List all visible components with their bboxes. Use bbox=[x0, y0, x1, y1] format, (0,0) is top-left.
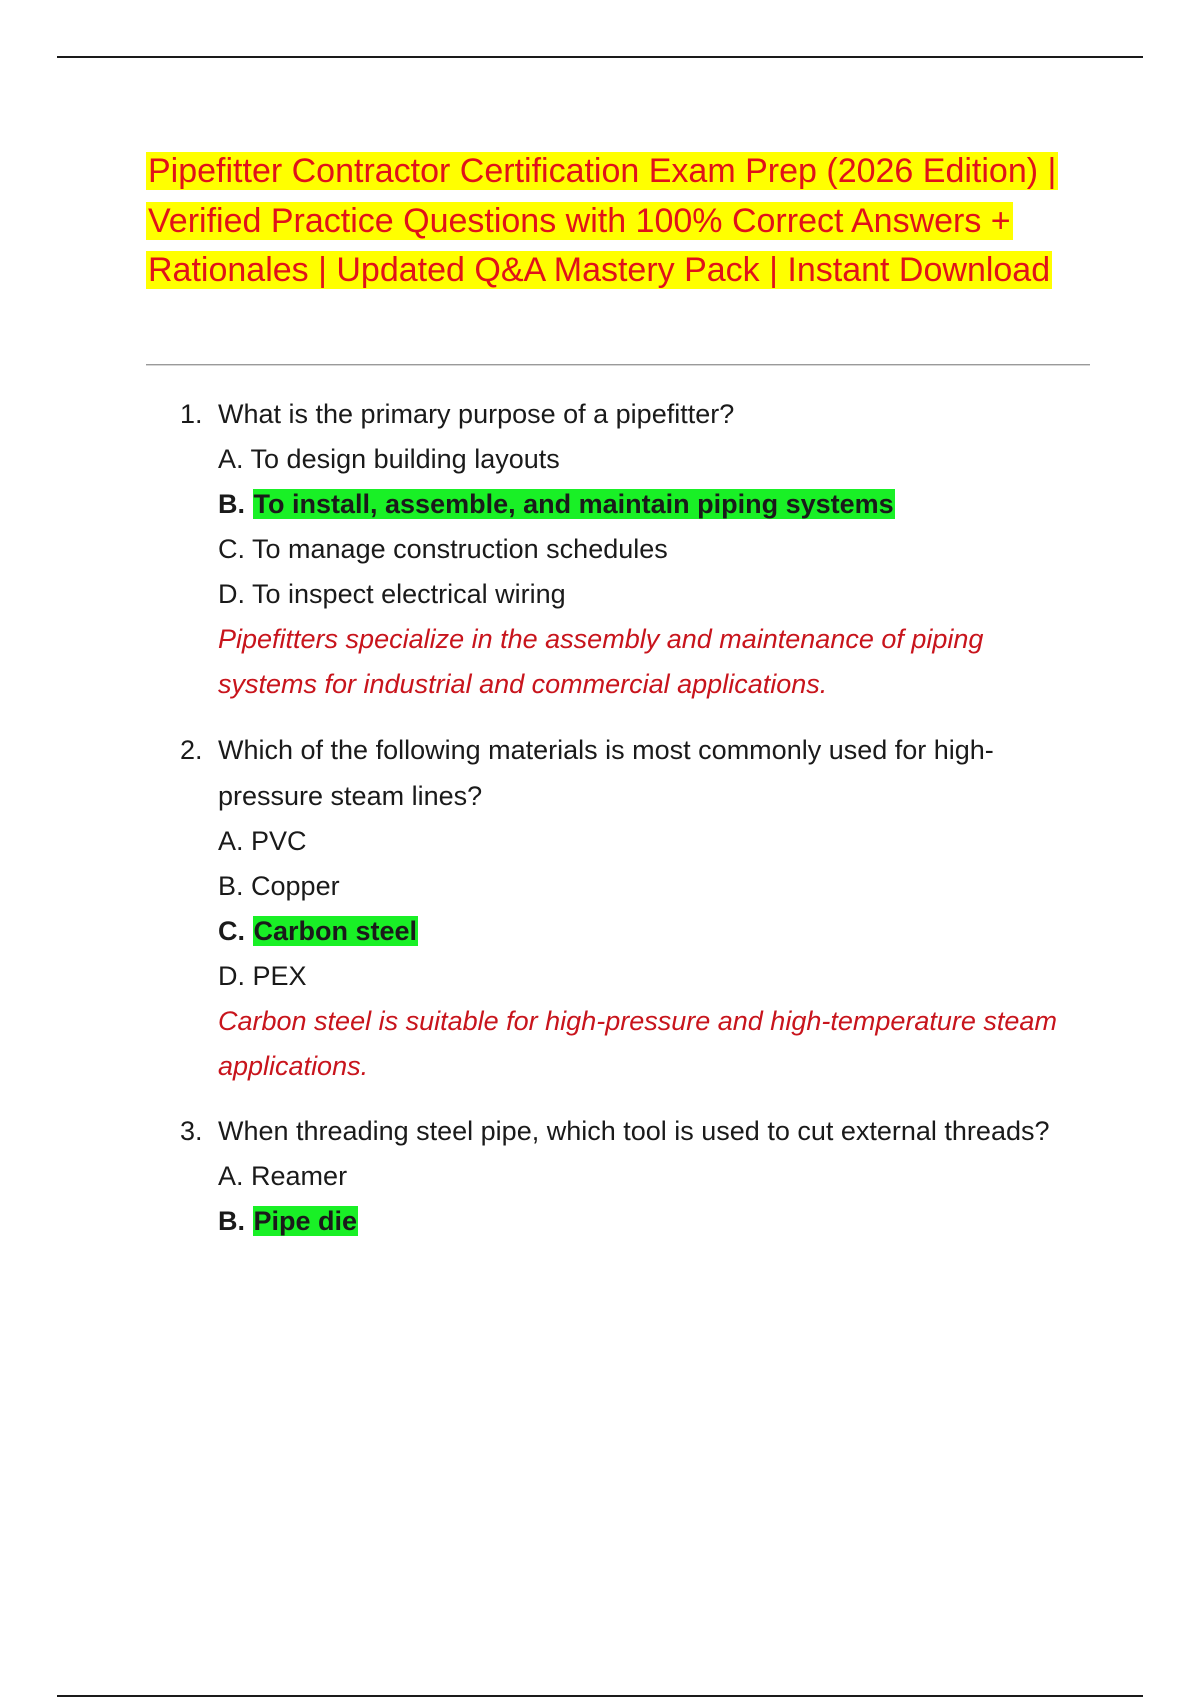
question-3 bbox=[180, 1108, 1080, 1244]
question-2 bbox=[180, 727, 1080, 1089]
option-d bbox=[218, 572, 1080, 617]
rationale-text: Pipefitters specialize in the assembly and maintenance of piping systems for industrial and commercial applications. bbox=[218, 624, 984, 699]
option-letter: B. bbox=[218, 489, 245, 519]
option-text-highlighted: Pipe die bbox=[253, 1206, 358, 1236]
option-text-highlighted: Carbon steel bbox=[253, 916, 418, 946]
option-letter: D. bbox=[218, 961, 245, 991]
option-text: To design building layouts bbox=[250, 444, 560, 474]
option-letter: B. bbox=[218, 1206, 245, 1236]
option-b-correct bbox=[218, 482, 1080, 527]
question-text bbox=[180, 391, 1080, 437]
question-text bbox=[180, 727, 1080, 819]
option-c bbox=[218, 527, 1080, 572]
rationale-text: Carbon steel is suitable for high-pressure and high-temperature steam applications. bbox=[218, 1006, 1057, 1081]
question-text bbox=[180, 1108, 1080, 1154]
option-c-correct bbox=[218, 909, 1080, 954]
option-letter: C. bbox=[218, 534, 245, 564]
question-prompt: When threading steel pipe, which tool is used to cut external threads? bbox=[218, 1116, 1050, 1146]
question-number: 1. bbox=[180, 399, 203, 429]
option-text: Copper bbox=[251, 871, 340, 901]
option-text: PVC bbox=[251, 826, 307, 856]
option-b bbox=[218, 864, 1080, 909]
option-text-highlighted: To install, assemble, and maintain piping systems bbox=[253, 489, 894, 519]
option-letter: A. bbox=[218, 1161, 244, 1191]
question-number: 3. bbox=[180, 1116, 203, 1146]
option-b-correct bbox=[218, 1199, 1080, 1244]
option-letter: D. bbox=[218, 579, 245, 609]
option-text: Reamer bbox=[251, 1161, 348, 1191]
question-prompt: Which of the following materials is most commonly used for high-pressure steam lines? bbox=[218, 735, 994, 811]
option-letter: A. bbox=[218, 444, 244, 474]
question-number: 2. bbox=[180, 735, 203, 765]
option-a bbox=[218, 437, 1080, 482]
question-prompt: What is the primary purpose of a pipefitter? bbox=[218, 399, 735, 429]
document-title-text: Pipefitter Contractor Certification Exam Prep (2026 Edition) | Verified Practice Questions with 100% Correct Answers + Rationales | Updated Q&A Mastery Pack | Instant Download bbox=[148, 152, 1057, 289]
option-a bbox=[218, 819, 1080, 864]
option-letter: B. bbox=[218, 871, 244, 901]
option-text: To inspect electrical wiring bbox=[252, 579, 566, 609]
option-a bbox=[218, 1154, 1080, 1199]
option-letter: C. bbox=[218, 916, 245, 946]
option-letter: A. bbox=[218, 826, 244, 856]
option-d bbox=[218, 954, 1080, 999]
option-text: To manage construction schedules bbox=[252, 534, 668, 564]
footer-rule bbox=[57, 1695, 1143, 1697]
option-text: PEX bbox=[252, 961, 307, 991]
question-1 bbox=[180, 391, 1080, 707]
